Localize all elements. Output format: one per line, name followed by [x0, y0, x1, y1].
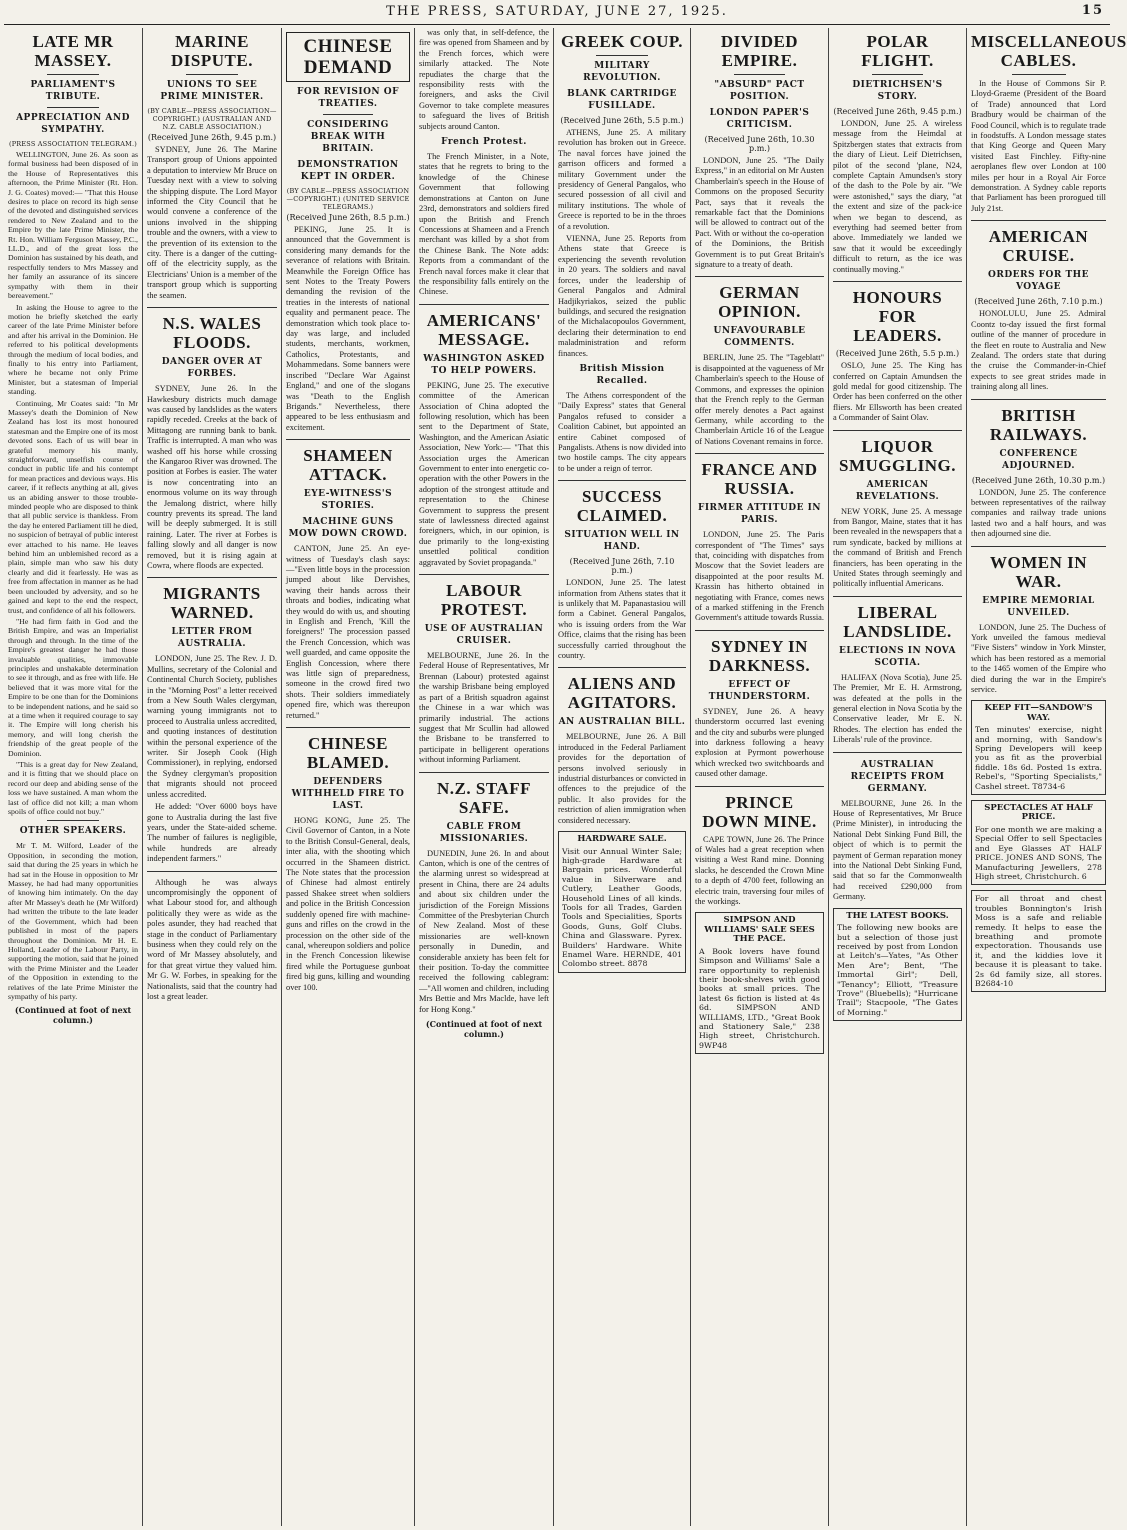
divider	[419, 574, 549, 575]
article-headline: HONOURS FOR LEADERS.	[852, 288, 943, 346]
article-subhead: DANGER OVER AT FORBES.	[161, 357, 263, 380]
article-subhead: BLANK CARTRIDGE FUSILLADE.	[567, 89, 677, 111]
paragraph: In asking the House to agree to the motion he briefly sketched the early career of the late Prime Minister before and after his arrival in the Dominion. He referred to his political developments through the medium of local bodies, and finally to his entry into Parliament, where he became not only Prime Minister, but a statesman of Imperial standing.	[8, 302, 138, 397]
article-headline: N.S. WALES FLOODS.	[162, 314, 262, 353]
divider	[695, 453, 824, 454]
article-subhead: EYE-WITNESS'S STORIES.	[303, 489, 393, 512]
article-subhead: EFFECT OF THUNDERSTORM.	[708, 679, 811, 702]
divider	[419, 772, 549, 773]
article-headline: LABOUR PROTEST.	[440, 581, 528, 620]
top-rule	[4, 24, 1110, 25]
article-body	[8, 841, 138, 1001]
column-8	[967, 28, 1127, 1526]
divider	[695, 630, 824, 631]
divider	[286, 727, 410, 728]
divider	[558, 480, 686, 481]
article-body	[833, 673, 962, 746]
article-body	[558, 391, 686, 474]
article-subhead: French Protest.	[441, 137, 527, 148]
article-headline: AMERICAN CRUISE.	[988, 227, 1089, 266]
article-subhead: PARLIAMENT'S TRIBUTE.	[30, 80, 116, 102]
article-body	[971, 488, 1106, 540]
ad-text: For one month we are making a Special Offer to sell Spectacles and Eye Glasses AT HALF PRICE. JONES AND SONS, The Manufacturing Jewellers, 278 High street, Christchurch. 6	[975, 824, 1102, 881]
paragraph: LONDON, June 25. The latest information from Athens states that it is unlikely that M. Papanastasiou will form a Cabinet. General Pangalos, who is issuing orders from the War Office, claims that the rising has been successfully carried throughout the country.	[558, 578, 686, 661]
agency-line: (PRESS ASSOCIATION TELEGRAM.)	[8, 140, 138, 148]
divider	[286, 439, 410, 440]
article-headline: PRINCE DOWN MINE.	[702, 792, 817, 831]
article-body	[833, 507, 962, 590]
article-subhead: UNFAVOURABLE COMMENTS.	[713, 326, 806, 349]
column-3	[282, 28, 415, 1526]
ad-title: KEEP FIT—SANDOW'S WAY.	[984, 703, 1093, 723]
article-body	[8, 150, 138, 816]
ad-title: SPECTACLES AT HALF PRICE.	[984, 803, 1093, 823]
article-subhead: LONDON PAPER'S CRITICISM.	[709, 108, 810, 130]
article-subhead: British Mission Recalled.	[579, 363, 665, 386]
paragraph: CAPE TOWN, June 26. The Prince of Wales had a great reception when visiting a West Rand mine. Donning slacks, he descended the Crown Mine to a depth of 4700 feet, following an electric train, traversing four miles of the workings.	[695, 834, 824, 907]
divider	[1012, 74, 1066, 75]
article-subhead: MACHINE GUNS MOW DOWN CROWD.	[288, 517, 408, 540]
article-headline: MARINE DISPUTE.	[171, 32, 253, 70]
column-6	[691, 28, 829, 1526]
ad-title: HARDWARE SALE.	[577, 834, 667, 845]
article-headline: ALIENS AND AGITATORS.	[567, 674, 677, 713]
column-5	[554, 28, 691, 1526]
article-headline: LIQUOR SMUGGLING.	[839, 436, 956, 475]
article-body	[833, 361, 962, 423]
paragraph: LONDON, June 25. The conference between representatives of the railway companies and railway trade unions lasted two and a half hours, and was then adjourned sine die.	[971, 487, 1106, 539]
article-subhead: CONSIDERING BREAK WITH BRITAIN.	[307, 120, 389, 154]
divider	[47, 820, 99, 821]
paragraph: LONDON, June 25. A wireless message from the Heimdal at Spitzbergen states that extracts from the diary of Lieut. Leif Dietrichsen, pilot of the second 'plane, N24, complete Captain Amundsen's story of the dash to the Pole by air. "We were astonished," says the diary, "at the extent and size of the pack-ice when we began to descend, as everything had seemed better from above. Immediately we landed we saw that it would be exceedingly difficult to return, as the ice was continually moving."	[833, 119, 962, 274]
divider	[47, 74, 99, 75]
paragraph: MELBOURNE, June 26. In the House of Representatives, Mr Bruce (Prime Minister), in introducing the National Debt Sinking Fund Bill, the object of which is to permit the payment of German reparation money into the National Debt Sinking Fund, said that so far the Commonwealth had received £290,000 from Germany.	[833, 798, 962, 902]
article-body	[419, 381, 549, 568]
article-body	[833, 799, 962, 903]
article-subhead: DEFENDERS WITHHELD FIRE TO LAST.	[291, 777, 405, 812]
paragraph: HONOLULU, June 25. Admiral Coontz to-day issued the first formal outline of the manner of procedure in the fleet en route to Australia and New Zealand. The orders state that during the cruise the Commander-in-Chief expects to see great strides made in training along all lines.	[971, 309, 1106, 392]
article-headline: DIVIDED EMPIRE.	[720, 32, 799, 70]
article-subhead: ELECTIONS IN NOVA SCOTIA.	[838, 645, 957, 668]
article-body	[419, 152, 549, 298]
paragraph: HALIFAX (Nova Scotia), June 25. The Premier, Mr E. H. Armstrong, was defeated at the polls in the general election in Nova Scotia by the Conservative leader, Mr E. N. Rhodes. The election has ended the Liberals' rule of the province.	[833, 672, 962, 745]
article-headline: LIBERAL LANDSLIDE.	[843, 602, 952, 641]
article-subhead: AMERICAN REVELATIONS.	[855, 479, 940, 502]
received-line: (Received June 26th, 7.10 p.m.)	[569, 557, 675, 576]
article-body	[971, 623, 1106, 696]
paragraph: DUNEDIN, June 26. In and about Canton, which is one of the centres of the alarming unrest so widespread at present in China, there are 24 adults and about six children under the jurisdiction of the Foreign Missions Committee of the Presbyterian Church of New Zealand. Most of these missionaries are well-known personally in Dunedin, and considerable anxiety has been felt for their position. To-day the committee received the following cablegram:—"All women and children, including Mrs Bettie and Mrs Maclde, have left for Hong Kong."	[419, 848, 549, 1014]
paragraph: SYDNEY, June 26. A heavy thunderstorm occurred last evening and the city and suburbs were plunged into darkness following a heavy explosion at Pyrmont powerhouse which wrecked two switchboards and caused other damage.	[695, 706, 824, 779]
received-line: (Received June 26th, 5.5 p.m.)	[560, 116, 684, 125]
paragraph: MELBOURNE, June 26. In the Federal House of Representatives, Mr Brennan (Labour) protested against the warship Brisbane being employed as part of a British squadron against the Chinese in a war which was primarily industrial. The actions suggest that Mr Scullin had allowed the Brisbane to be transferred to participate in belligerent operations without informing Parliament.	[419, 651, 549, 765]
article-subhead: WASHINGTON ASKED TO HELP POWERS.	[423, 353, 545, 376]
paragraph: PEKING, June 25. It is announced that the Government is considering many demands for the severance of relations with Britain. Meanwhile the Foreign Office has sent Notes to the Treaty Powers demanding the revision of the treaties in the interests of national equality and permanent peace. The demonstration which took place to-day was large, and included students, merchants, workmen, Catholics, Protestants, and Mohammedans. Some banners were inscribed "Declare War Against England," and one of the slogans was "Death to the English Brigands." Nevertheless, there appeared to be less enthusiasm and excitement.	[286, 225, 410, 432]
paragraph: The French Minister, in a Note, states that he regrets to bring to the knowledge of the Chinese Government that following demonstrations at Canton on June 23rd, demonstrators and soldiers fired upon the British and French Concessions at Shameen and a French merchant was killed by a shot from the Chinese Bank. The Note adds: Reports from a commandant of the French naval forces make it clear that the responsibility falls entirely on the Chinese.	[419, 152, 549, 297]
column-1	[4, 28, 143, 1526]
article-subhead: FIRMER ATTITUDE IN PARIS.	[697, 503, 822, 526]
masthead	[0, 0, 1114, 22]
divider	[695, 786, 824, 787]
paragraph: LONDON, June 25. "The Daily Express," in an editorial on Mr Austen Chamberlain's speech in the House of Commons on the proposed Security Pact, says that it reveals the remarkable fact that the Dominions will be allowed to contract out of the Pact. With or without the co-operation of the Dominions, the British Government is to put Great Britain's signature to a treaty of death.	[695, 156, 824, 270]
masthead-title: THE PRESS, SATURDAY, JUNE 27, 1925.	[386, 3, 728, 19]
article-body	[558, 128, 686, 359]
advertisement	[971, 890, 1106, 992]
article-subhead: ORDERS FOR THE VOYAGE	[988, 270, 1089, 293]
article-body	[558, 732, 686, 826]
article-body	[286, 225, 410, 433]
continued-note: (Continued at foot of next column.)	[14, 1005, 132, 1026]
article-headline: BRITISH RAILWAYS.	[989, 405, 1088, 444]
divider	[419, 304, 549, 305]
article-body	[147, 654, 277, 864]
article-headline: GREEK COUP.	[560, 32, 683, 51]
article-headline: SYDNEY IN DARKNESS.	[708, 636, 811, 675]
paragraph: HONG KONG, June 25. The Civil Governor of Canton, in a Note to the British Consul-General, deals, inter alia, with the shooting which occurred in the Shameen district. The Note states that the procession of Chinese had almost entirely passed Shakee street when soldiers and police in the British Concession suddenly opened fire with machine-guns and rifles on the crowd in the procession on the other side of the canal, whereupon soldiers and police in the French Concession likewise fired while the Portuguese gunboat fired big guns, killing and wounding over 100.	[286, 816, 410, 992]
article-subhead: SITUATION WELL IN HAND.	[564, 530, 680, 553]
article-body	[971, 79, 1106, 214]
article-subhead: MILITARY REVOLUTION.	[583, 61, 661, 83]
received-line: (Received June 26th, 8.5 p.m.)	[286, 213, 410, 222]
article-body	[286, 544, 410, 721]
article-subhead: DEMONSTRATION KEPT IN ORDER.	[297, 160, 399, 182]
article-body	[558, 578, 686, 661]
paragraph: "He had firm faith in God and the British Empire, and was an Imperialist through and through. In the time of the Empire's greatest danger he had those invaluable qualities, immovable principles and unshakable determination to see it through, and as free with life. He believed that it was more vital for the Empire to be one than for the Dominions to be independent nations, and he said so at a time when it required courage to say it. The Empire will long cherish his memory, and will long cherish the friendship of the great people of the Dominion.	[8, 616, 138, 758]
divider	[695, 276, 824, 277]
article-headline: POLAR FLIGHT.	[861, 32, 934, 70]
received-line: (Received June 26th, 7.10 p.m.)	[974, 297, 1103, 307]
paragraph: He added: "Over 6000 boys have gone to Australia during the last five years, under the State-aided scheme. The number of failures is negligible, while hundreds are already independent farmers."	[147, 802, 277, 864]
ad-title: THE LATEST BOOKS.	[846, 910, 949, 921]
article-body	[419, 849, 549, 1016]
advertisement	[971, 700, 1106, 795]
article-body	[971, 309, 1106, 392]
paragraph: VIENNA, June 25. Reports from Athens state that Greece is experiencing the seventh revolution in 20 years. The soldiers and naval forces, under the leadership of General Pangalos and Admiral Hadjikyriakos, seized the public buildings, and secured the resignation of the Michalacopoulos Government, declaring their determination to end maladministration and reform finances.	[558, 234, 686, 358]
divider	[147, 307, 277, 308]
article-body	[147, 145, 277, 301]
article-body	[147, 384, 277, 571]
paragraph: "This is a great day for New Zealand, and it is fitting that we should place on record our deep and abiding sense of the loss we have sustained. A man whom the last of office did not kill; a man whom spoils of office could not buy."	[8, 760, 138, 817]
paragraph: WELLINGTON, June 26. As soon as formal business had been disposed of in the House of Representatives this afternoon, the Prime Minister (Rt. Hon. J. G. Coates) moved:— "That this House desires to place on record its high sense of the devoted and distinguished services rendered to New Zealand and to the Empire by the late Prime Minister, the Rt. Hon. William Ferguson Massey, P.C., LL.D., and of the great loss the Dominion has sustained by his death, and respectfully tenders to Mrs Massey and her family an assurance of its sincere sympathy with them in their bereavement."	[8, 150, 138, 301]
paragraph: Although he was always uncompromisingly the opponent of what Labour stood for, and although politically they were as wide as the poles asunder, they had reached that stage in the conduct of Parliamentary business when they could rely on the word of Mr Massey absolutely, and for that great virtue they valued him. Mr G. W. Forbes, in speaking for the Nationalists, said that the country had lost a great leader.	[147, 877, 277, 1001]
divider	[147, 577, 277, 578]
paragraph: was only that, in self-defence, the fire was opened from Shameen and by the French forces, which were similarly attacked. The Note repudiates the charge that the responsibility rests with the foreigners, and asks the Civil Governor to take complete measures to safeguard the lives of British subjects around Canton.	[419, 28, 549, 131]
advertisement	[695, 912, 824, 1054]
divider	[147, 871, 277, 872]
divider	[558, 667, 686, 668]
article-body	[419, 651, 549, 765]
article-subhead: OTHER SPEAKERS.	[19, 826, 127, 837]
paragraph: In the House of Commons Sir P. Lloyd-Graeme (President of the Board of Trade) announced that Lord Bradbury would be chairman of the Food Council, which is to regulate trade in foodstuffs. A London message states that King George and Queen Mary visited East Finchley. Fifty-nine aeroplanes flew over London at 100 miles per hour in a Royal Air Force demonstration. A Sydney cable reports that Parliament has been prorogued till July 21st.	[971, 79, 1106, 213]
article-headline: WOMEN IN WAR.	[989, 552, 1088, 591]
article-subhead: DIETRICHSEN'S STORY.	[852, 80, 943, 102]
paragraph: CANTON, June 25. An eye-witness of Tuesday's clash says:—"Even little boys in the procession jumped about like Dervishes, waving their hands across their throats and bodies, indicating what they would do with us, and shouting in English and French, 'Kill the foreigners!' The procession passed the French Concession, which was well guarded, and came opposite the English Concession, where there was little sign of preparedness, someone in the crowd fired two shots. Their soldiers immediately opened fire, which was thereupon returned."	[286, 544, 410, 720]
article-subhead: UNIONS TO SEE PRIME MINISTER.	[160, 80, 264, 102]
divider	[833, 596, 962, 597]
page-number: 15	[1081, 3, 1104, 18]
article-body	[147, 878, 277, 1003]
paragraph: MELBOURNE, June 26. A Bill introduced in the Federal Parliament provides for the deportation of persons involved seriously in industrial disturbances or convicted in offences to the prejudice of the public. It also provides for the restriction of alien immigration when considered necessary.	[558, 732, 686, 825]
received-line: (Received June 26th, 10.30 p.m.)	[704, 135, 815, 153]
article-body	[695, 353, 824, 447]
article-headline: SHAMEEN ATTACK.	[303, 446, 393, 485]
article-headline: SUCCESS CLAIMED.	[576, 487, 668, 526]
paragraph: PEKING, June 25. The executive committee of the American Association of China adopted the following resolution, which has been sent to the Department of State, Washington, and the American Asiatic Association, New York:— "That this Association urges the American Government to enter into energetic co-operation with the other Powers in the adoption of the strongest attitude and representation to the Chinese Government to suppress the present state of lawlessness directed against foreigners, which, in our opinion, is due primarily to the long-existing unsettled political condition aggravated by Soviet propaganda."	[419, 380, 549, 567]
paragraph: Continuing, Mr Coates said: "In Mr Massey's death the Dominion of New Zealand has lost its most honoured statesman and the Empire one of its most devoted sons. Each of us will bear in grateful memory his manly, straightforward, unselfish course of conduct in public life and his contempt for mean practices and devious ways. His career, if it reflects anything at all, gives us an abiding answer to those trouble-minded people who are disposed to think that all public service is thankless. From the day he entered Parliament till he died, no suspicion of betrayal of public interest ever attached to his name. He leaves behind him an unblemished record as a plain, simple man who saw his duty clearly and did it fearlessly. He was as free from affectation in manner as he had been unclouded by adversity, and so he gained and kept to the end the respect, trust, and confidence of all his followers.	[8, 398, 138, 615]
article-body	[286, 816, 410, 993]
article-headline: N.Z. STAFF SAFE.	[437, 778, 531, 817]
received-line: (Received June 26th, 10.30 p.m.)	[971, 475, 1106, 485]
advertisement	[833, 908, 962, 1021]
paragraph: LONDON, June 25. The Paris correspondent of "The Times" says that, coinciding with dispatches from Moscow that the Soviet leaders are disappointed at the poor results M. Krassin has hitherto obtained in negotiating with France, comes news of a marked stiffening in the French Government's attitude towards Russia.	[695, 530, 824, 623]
paragraph: LONDON, June 25. The Rev. J. D. Mullins, secretary of the Colonial and Continental Church Society, publishes in the "Morning Post" a letter received from a New South Wales clergyman, warning young immigrants not to proceed to Australia unless accredited, and quoting instances of destitution within the personal experience of the writer. Sir Joseph Cook (High Commissioner), in replying, endorsed the Sydney clergyman's proposition that migrants should not proceed unless accredited.	[147, 654, 277, 799]
columns	[4, 28, 1127, 1526]
ad-title: SIMPSON AND WILLIAMS' SALE SEES THE PACE.	[704, 915, 815, 945]
agency-line: (BY CABLE—PRESS ASSOCIATION—COPYRIGHT.) (UNITED SERVICE TELEGRAMS.)	[286, 187, 410, 211]
paragraph: SYDNEY, June 26. The Marine Transport group of Unions appointed a deputation to interview Mr Bruce on Tuesday next with a view to solving the shipping dispute. The Lord Mayor informed the City Council that he would convene a conference of the unions involved in the shipping trouble and the owners, with a view to the prevention of its extension to the city. There is a danger of the cutting-off of the electricity supply, as the Electricians' Union is a member of the transport group which is supporting the seamen.	[147, 145, 277, 300]
divider	[971, 546, 1106, 547]
article-body	[695, 707, 824, 780]
article-subhead: APPRECIATION AND SYMPATHY.	[16, 113, 130, 135]
ad-text: For all throat and chest troubles Bonnington's Irish Moss is a safe and reliable remedy. It helps to ease the breathing and promote expectoration. Thousands use it, and the kiddies love it because it is pleasant to take. 2s 6d family size, all stores. B2684-10	[975, 894, 1102, 988]
ad-text: Visit our Annual Winter Sale; high-grade Hardware at Bargain prices. Wonderful value in Silverware and Cutlery, Leather Goods, Household Lines of all kinds. Tools for all Trades, Garden Tools and Specialities, Sports Goods, Guns, Golf Clubs. China and Glassware. Pyrex. Builders' Hardware. White Enamel Ware. HERNDE, 401 Colombo street. 8878	[562, 846, 682, 969]
article-subhead: EMPIRE MEMORIAL UNVEILED.	[982, 595, 1095, 618]
article-body	[695, 530, 824, 624]
article-headline: FRANCE AND RUSSIA.	[701, 460, 818, 499]
article-subhead: AUSTRALIAN RECEIPTS FROM GERMANY.	[850, 759, 945, 794]
article-body	[833, 119, 962, 275]
article-subhead: FOR REVISION OF TREATIES.	[296, 87, 399, 109]
article-headline: CHINESE BLAMED.	[306, 734, 390, 773]
article-body	[419, 28, 549, 132]
article-headline: AMERICANS' MESSAGE.	[426, 310, 542, 349]
article-subhead: CABLE FROM MISSIONARIES.	[439, 821, 529, 844]
divider	[47, 107, 99, 108]
ad-text: A Book lovers have found Simpson and Williams' Sale a rare opportunity to replenish their book-shelves with good books at small prices. The latest 6s fiction is listed at 4s 6d. SIMPSON AND WILLIAMS, LTD., "Great Book and Stationery Sale," 238 High street, Christchurch. 9WP48	[699, 946, 820, 1050]
article-headline: MISCELLANEOUS CABLES.	[971, 32, 1127, 70]
paragraph: BERLIN, June 25. The "Tageblatt" is disappointed at the vagueness of Mr Chamberlain's speech to the House of Commons, and expresses the opinion that the French reply to the German offer merely denotes a Pact against Germany, while according to the Chamberlain Article 16 of the League of Nations Covenant remains in force.	[695, 353, 824, 446]
received-line: (Received June 26th, 9.45 p.m.)	[833, 107, 962, 116]
divider	[186, 74, 238, 75]
ad-text: Ten minutes' exercise, night and morning, with Sandow's Spring Developers will keep you as fit as the proverbial fiddle. 18s 6d. Posted 1s extra. Rebel's, "Sporting Specialists," Cashel street. T8734-6	[975, 725, 1102, 791]
advertisement	[558, 831, 686, 973]
received-line: (Received June 26th, 5.5 p.m.)	[835, 349, 960, 359]
agency-line: (BY CABLE—PRESS ASSOCIATION—COPYRIGHT.) (AUSTRALIAN AND N.Z. CABLE ASSOCIATION.)	[147, 107, 277, 131]
column-4	[415, 28, 554, 1526]
paragraph: Mr T. M. Wilford, Leader of the Opposition, in seconding the motion, said that during the 25 years in which he had sat in the House in opposition to Mr Massey, he had had many opportunities of knowing him intimately. On the day after Mr Massey's death he (Mr Wilford) had written the tribute to the late leader of the Government, which had been published in most of the papers throughout the Dominion. Mr H. E. Holland, Leader of the Labour Party, in supporting the motion, said that he joined with the Prime Minister and the Leader of the Opposition in extending to the relatives of the late Prime Minister the sympathy of his party.	[8, 841, 138, 1001]
article-headline: MIGRANTS WARNED.	[163, 584, 261, 623]
ad-text: The following new books are but a selection of those just received by post from London at Leitch's—Yates, "As Other Men Are"; Bent, "The Immortal Girl"; Dell, "Tenancy"; Elliott, "Treasure Trove" (Bluebells); "Hurricane Trail"; Stacpoole, "The Gates of Morning."	[837, 923, 958, 1017]
article-headline: CHINESE DEMAND	[286, 32, 410, 82]
divider	[833, 281, 962, 282]
article-headline: GERMAN OPINION.	[718, 283, 801, 322]
paragraph: The Athens correspondent of the "Daily Express" states that General Pangalos refused to consider a Coalition Cabinet, but appointed an entire Cabinet composed of Pangalists. Athens is now divided into two hostile camps. The city appears to be under a reign of terror.	[558, 390, 686, 473]
article-body	[695, 156, 824, 270]
divider	[833, 752, 962, 753]
received-line: (Received June 26th, 9.45 p.m.)	[147, 133, 277, 142]
paragraph: LONDON, June 25. The Duchess of York unveiled the famous medieval "Five Sisters" window in York Minster, which has been restored as a memorial to the 1465 women of the Empire who died during the war in the Empire's service.	[971, 622, 1106, 694]
divider	[971, 399, 1106, 400]
article-subhead: AN AUSTRALIAN BILL.	[558, 717, 686, 728]
divider	[734, 74, 786, 75]
divider	[872, 74, 924, 75]
paragraph: NEW YORK, June 25. A message from Bangor, Maine, states that it has been revealed in the newspapers that a rum syndicate, backed by millions at the command of British and French financiers, has been operating in the United States through seemingly and politically influential Americans.	[833, 506, 962, 589]
column-7	[829, 28, 967, 1526]
column-2	[143, 28, 282, 1526]
article-body	[695, 835, 824, 908]
divider	[323, 114, 373, 115]
divider	[596, 55, 647, 56]
article-subhead: LETTER FROM AUSTRALIA.	[171, 627, 253, 650]
article-headline: LATE MR MASSEY.	[32, 32, 114, 70]
paragraph: SYDNEY, June 26. In the Hawkesbury districts much damage was caused by landslides as the waters rapidly receded. Creeks at the back of Mittagong are running bank to bank. Traffic is interrupted. A man who was washed off his horse while crossing the Kangaroo River was drowned. The position at Forbes is easier. The water is now concentrating into an enormous volume on its way through the Jemalong district, where hilly country prevents its spread. The land will be deeply submerged. It is still raining. Later. The river at Forbes is falling slowly and all danger is now removed, but it is rising again at Cowra, where floods are expected.	[147, 384, 277, 570]
paragraph: OSLO, June 25. The King has conferred on Captain Amundsen the gold medal for good citizenship. The Order has been conferred on the other fliers. Mr Ellsworth has been created a Commander of Saint Olav.	[833, 361, 962, 423]
article-subhead: CONFERENCE ADJOURNED.	[999, 448, 1078, 471]
advertisement	[971, 800, 1106, 885]
article-subhead: USE OF AUSTRALIAN CRUISER.	[424, 624, 544, 647]
paragraph: ATHENS, June 25. A military revolution has broken out in Greece. The naval forces have joined the garrison officers and formed a military Government under the presidency of General Pangalos, who secured possession of all civil and military institutions. The whole of Greece is reported to be in the throes of a revolution.	[558, 128, 686, 231]
divider	[833, 430, 962, 431]
divider	[971, 220, 1106, 221]
article-subhead: "ABSURD" PACT POSITION.	[714, 80, 805, 102]
continued-note: (Continued at foot of next column.)	[425, 1019, 543, 1040]
